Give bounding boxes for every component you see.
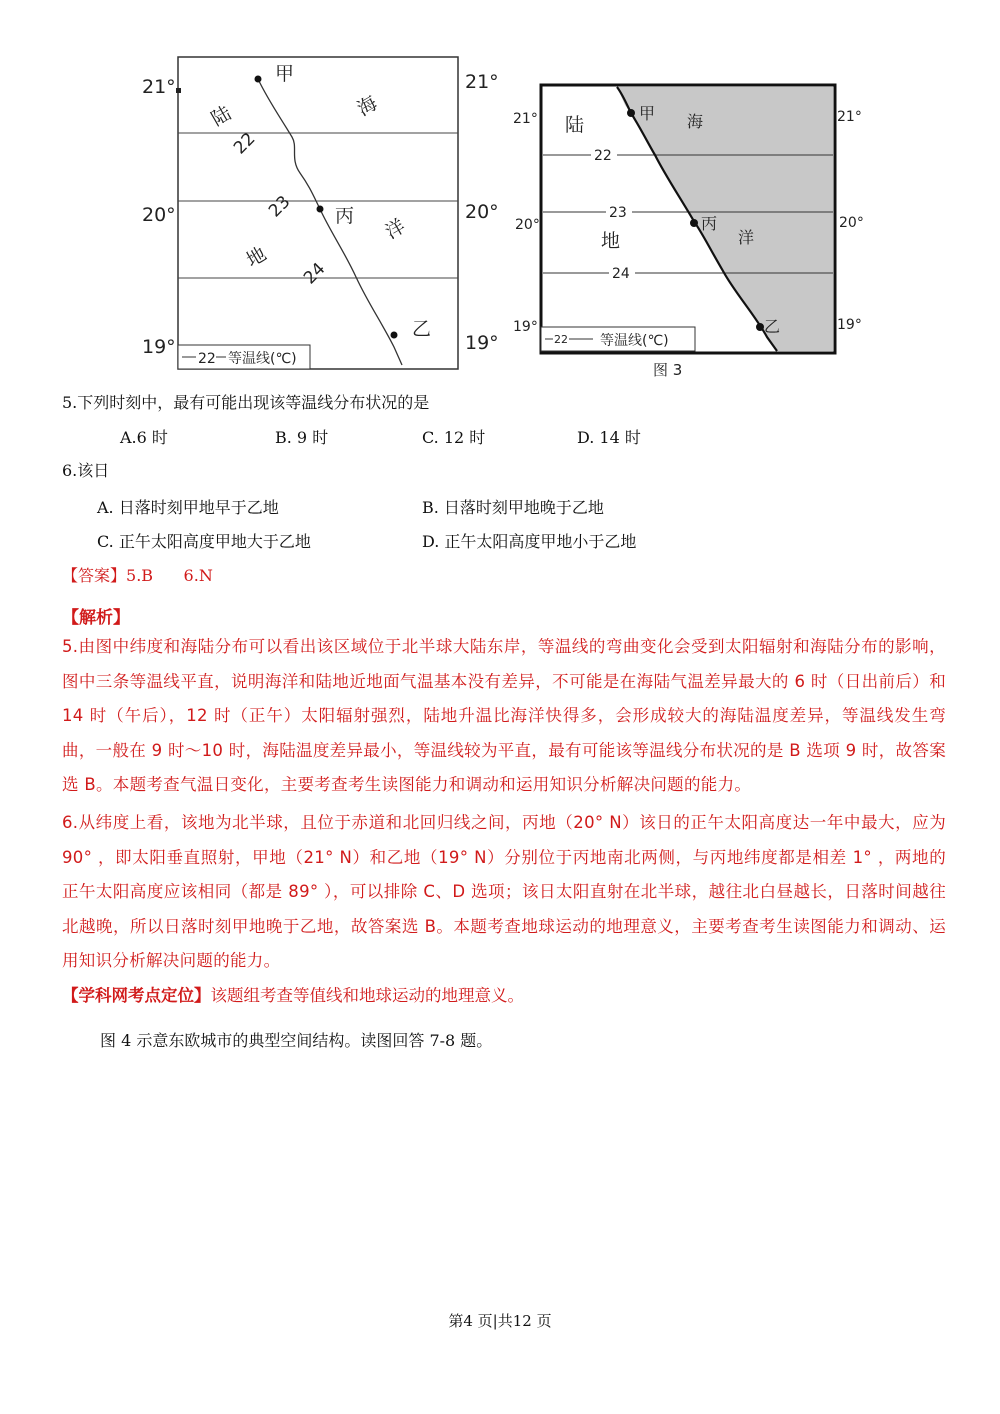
map1-point-jia xyxy=(255,76,262,83)
location-label: 【学科网考点定位】 xyxy=(62,986,211,1005)
map1-isotherm-23-label: 23 xyxy=(264,191,295,222)
map2-point-jia xyxy=(627,109,635,117)
q6-option-c: C. 正午太阳高度甲地大于乙地 xyxy=(97,532,311,551)
map1-label-yi: 乙 xyxy=(412,318,432,340)
answer-label: 【答案】 xyxy=(62,566,127,585)
map2-lat-left-21: 21° xyxy=(513,111,538,127)
q5-option-d: D. 14 时 xyxy=(577,428,641,447)
map2-lat-right-21: 21° xyxy=(837,109,862,125)
map2-region-yang: 洋 xyxy=(738,228,755,247)
question-5-stem: 5.下列时刻中，最有可能出现该等温线分布状况的是 xyxy=(62,393,430,412)
page-footer: 第4 页|共12 页 xyxy=(448,1312,552,1330)
map1-lat-left-21: 21° xyxy=(142,76,176,98)
isotherm-map-2 xyxy=(505,75,875,385)
map2-caption: 图 3 xyxy=(653,361,683,379)
map1-isotherm-22-label: 22 xyxy=(229,128,260,159)
map1-region-yang: 洋 xyxy=(381,214,410,244)
map1-legend-value: 22 xyxy=(198,351,216,367)
analysis-paragraph-6: 6.从纬度上看，该地为北半球，且位于赤道和北回归线之间，丙地（20° N）该日的正午太阳高度达一年中最大，应为 90° ，即太阳垂直照射，甲地（21° N）和乙地（19° N）分别位于丙地南北两侧，与丙地纬度都是相差 1° ，两地的正午太阳高度应该相同（都是 89° ），可以排除 C、D 选项；该日太阳直射在北半球，越往北白昼越长，日落时间越往北越晚，所以日落时刻甲地晚于乙地，故答案选 B。本题考查地球运动的地理意义，主要考查考生读图能力和调动、运用知识分析解决问题的能力。 xyxy=(62,813,946,970)
map1-lat-right-20: 20° xyxy=(465,201,499,223)
map2-legend-text: 等温线(℃) xyxy=(600,333,669,349)
q6-option-d: D. 正午太阳高度甲地小于乙地 xyxy=(422,532,637,551)
map2-region-lu: 陆 xyxy=(565,114,585,136)
isotherm-map-1 xyxy=(130,55,510,385)
map1-lat-right-19: 19° xyxy=(465,332,499,354)
q5-option-a: A.6 时 xyxy=(120,428,168,447)
map2-lat-right-19: 19° xyxy=(837,317,862,333)
map1-lat-left-19: 19° xyxy=(142,336,176,358)
map1-point-yi xyxy=(391,332,398,339)
map2-label-yi: 乙 xyxy=(764,317,781,336)
map2-point-bing xyxy=(690,219,698,227)
map2-isotherm-22-label: 22 xyxy=(594,148,612,164)
map1-tick-mark xyxy=(176,88,181,93)
map2-label-jia: 甲 xyxy=(639,104,656,123)
map1-region-lu: 陆 xyxy=(207,101,236,131)
answer-text: 5.B 6.N xyxy=(126,566,213,585)
map2-isotherm-23-label: 23 xyxy=(609,205,627,221)
map2-lat-left-19: 19° xyxy=(513,319,538,335)
map1-legend-text: 等温线(℃) xyxy=(228,351,297,367)
map2-isotherm-24-label: 24 xyxy=(612,266,630,282)
map1-point-bing xyxy=(317,206,324,213)
map2-lat-left-20: 20° xyxy=(515,217,540,233)
answer-line xyxy=(62,563,213,586)
q6-option-b: B. 日落时刻甲地晚于乙地 xyxy=(422,498,604,517)
map2-point-yi xyxy=(756,323,764,331)
question-6-stem: 6.该日 xyxy=(62,461,110,480)
intro-text: 图 4 示意东欧城市的典型空间结构。读图回答 7-8 题。 xyxy=(100,1031,493,1050)
map1-lat-right-21: 21° xyxy=(465,71,499,93)
map2-region-di: 地 xyxy=(601,230,621,252)
map1-region-hai: 海 xyxy=(353,91,382,121)
location-line xyxy=(62,982,524,1006)
location-text: 该题组考查等值线和地球运动的地理意义。 xyxy=(210,986,524,1005)
map1-label-bing: 丙 xyxy=(335,205,355,227)
map1-lat-left-20: 20° xyxy=(142,204,176,226)
q5-option-c: C. 12 时 xyxy=(422,428,486,447)
analysis-label: 【解析】 xyxy=(62,608,130,628)
map1-region-di: 地 xyxy=(242,242,271,272)
analysis-paragraph-5: 5.由图中纬度和海陆分布可以看出该区域位于北半球大陆东岸，等温线的弯曲变化会受到太阳辐射和海陆分布的影响，图中三条等温线平直，说明海洋和陆地近地面气温基本没有差异，不可能是在海陆气温差异最大的 6 时（日出前后）和 14 时（午后），12 时（正午）太阳辐射强烈，陆地升温比海洋快得多，会形成较大的海陆温度差异，等温线发生弯曲，一般在 9 时～10 时，海陆温度差异最小，等温线较为平直，最有可能该等温线分布状况的是 B 选项 9 时，故答案选 B。本题考查气温日变化，主要考查考生读图能力和调动和运用知识分析解决问题的能力。 xyxy=(62,637,946,794)
map1-isotherm-24-label: 24 xyxy=(299,258,330,289)
map2-region-hai: 海 xyxy=(687,112,704,131)
q5-option-b: B. 9 时 xyxy=(275,428,329,447)
map2-lat-right-20: 20° xyxy=(839,215,864,231)
map2-legend-value: 22 xyxy=(554,333,568,346)
map1-label-jia: 甲 xyxy=(275,63,295,85)
map2-label-bing: 丙 xyxy=(701,214,718,233)
q6-option-a: A. 日落时刻甲地早于乙地 xyxy=(97,498,279,517)
